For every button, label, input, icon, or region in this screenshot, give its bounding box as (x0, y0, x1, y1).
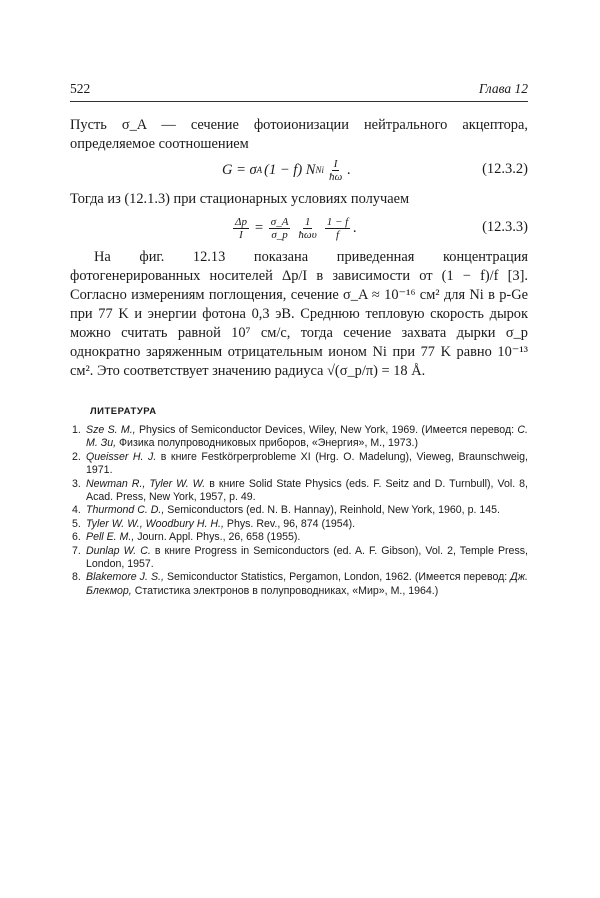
reference-number: 1. (72, 424, 81, 436)
reference-number: 3. (72, 477, 81, 490)
paragraph-2: Тогда из (12.1.3) при стационарных условиях получаем (70, 191, 410, 207)
reference-text: Tyler W. W., Woodbury H. H., Phys. Rev., 96, 874 (1954). (86, 517, 356, 530)
references-heading: ЛИТЕРАТУРА (90, 406, 157, 417)
reference-item (72, 518, 528, 531)
reference-number: 6. (72, 531, 81, 544)
reference-number: 5. (72, 517, 81, 530)
reference-text: Newman R., Tyler W. W. в книге Solid State Physics (eds. F. Seitz and D. Turnbull), Vol. 8, Acad. Press, New York, 1957, p. 49. (86, 477, 528, 504)
reference-item (72, 545, 528, 572)
reference-number: 7. (72, 544, 81, 557)
reference-text: Sze S. M., Physics of Semiconductor Devices, Wiley, New York, 1969. (Имеется перевод: С. М. Зи, Физика полупроводниковых приборов, «Энергия», М., 1973.) (86, 424, 528, 450)
reference-item (72, 451, 528, 478)
reference-item (72, 478, 528, 505)
equation-formula: G = σ A (1 − f) N Ni $\frac{I}{ħ\omega}$ . (222, 157, 351, 183)
equation-number: (12.3.2) (482, 161, 528, 177)
reference-text: Pell E. M., Journ. Appl. Phys., 26, 658 (1955). (86, 531, 301, 544)
reference-text: Thurmond C. D., Semiconductors (ed. N. B. Hannay), Reinhold, New York, 1960, p. 145. (86, 504, 500, 517)
reference-number: 8. (72, 571, 81, 584)
reference-number: 4. (72, 504, 81, 517)
paragraph-3: На фиг. 12.13 показана приведенная концентрация фотогенерированных носителей Δp/I в зависимости от (1 − f)/f [3]. Согласно измерениям поглощения, сечение σ_A ≈ 10⁻¹⁶ см² для Ni в p-Ge при 77 K и энергии фотона 0,3 эВ. Среднюю тепловую скорость дырок можно считать равной 10⁷ см/с, тогда сечение захвата дырки σ_p однократно заряженным отрицательным ионом Ni при 77 K равно 10⁻¹³ см². Это соответствует значению радиуса √(σ_p/π) = 18 Å. (70, 249, 528, 379)
reference-text: Dunlap W. C. в книге Progress in Semiconductors (ed. A. F. Gibson), Vol. 2, Temple Press, London, 1957. (86, 544, 528, 571)
reference-item (72, 424, 528, 451)
references-list (72, 424, 528, 598)
reference-text: Blakemore J. S., Semiconductor Statistics, Pergamon, London, 1962. (Имеется перевод: Дж. Блекмор, Статистика электронов в полупроводниках, «Мир», М., 1964.) (86, 571, 528, 597)
equation-number: (12.3.3) (482, 219, 528, 235)
running-title: Глава 12 (478, 81, 528, 96)
equation-formula: $\frac{\Delta p}{I}$ = $\frac{\sigma\_A}{\sigma\_p}$ $\frac{1}{\text{ħωυ}}$ $\frac{1 - f}{f}$ . (235, 215, 357, 241)
equation-12-3-3 (70, 210, 528, 246)
reference-item (72, 531, 528, 544)
paragraph-1: Пусть σ_A — сечение фотоионизации нейтрального акцептора, определяемое соотношением (70, 117, 528, 152)
reference-number: 2. (72, 450, 81, 463)
reference-text: Queisser H. J. в книге Festkörperprobleme XI (Hrg. O. Madelung), Vieweg, Braunschweig, 1971. (86, 450, 528, 477)
reference-item (72, 571, 528, 598)
header-rule (70, 101, 528, 102)
reference-item (72, 504, 528, 517)
page-number: 522 (70, 81, 91, 96)
equation-12-3-2 (70, 152, 528, 188)
